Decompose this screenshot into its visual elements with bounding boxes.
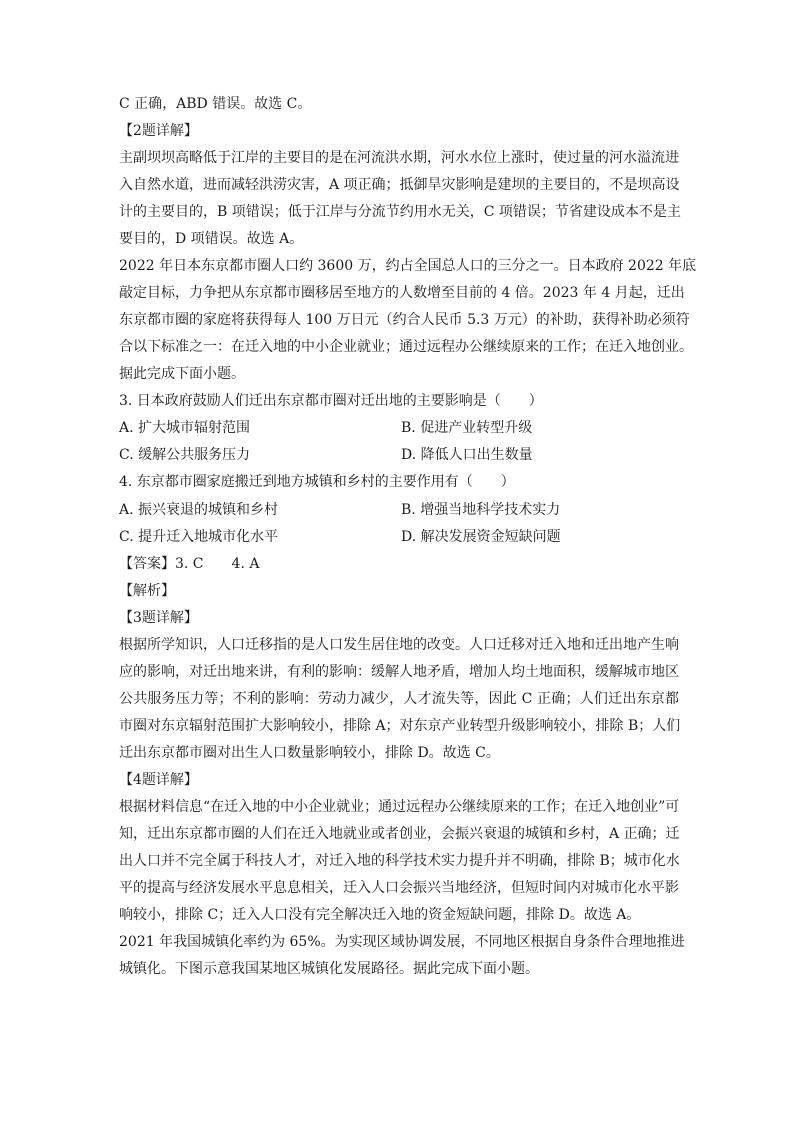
answer-label: 【答案】: [119, 556, 175, 572]
question-3-option-a: A. 扩大城市辐射范围: [119, 420, 251, 436]
text-line: 主副坝坝高略低于江岸的主要目的是在河流洪水期，河水水位上涨时，使过量的河水溢流进: [119, 150, 679, 166]
question-4-option-b: B. 增强当地科学技术实力: [401, 502, 561, 518]
text-line: 应的影响，对迁出地来讲，有利的影响：缓解人地矛盾，增加人均土地面积，缓解城市地区: [119, 664, 679, 680]
text-line: 敲定目标，力争把从东京都市圈移居至地方的人数增至目前的 4 倍。2023 年 4 月起，迁出: [119, 285, 685, 301]
question-4-option-a: A. 振兴衰退的城镇和乡村: [119, 502, 279, 518]
text-line: 迁出东京都市圈对出生人口数量影响较小，排除 D。故选 C。: [119, 745, 500, 761]
question-3-stem: 3. 日本政府鼓励人们迁出东京都市圈对迁出地的主要影响是（ ）: [119, 393, 543, 409]
analysis-heading: 【解析】: [119, 583, 175, 599]
text-line: 根据材料信息“在迁入地的中小企业就业；通过远程办公继续原来的工作；在迁入地创业”可: [119, 799, 680, 815]
text-line: 公共服务压力等；不利的影响：劳动力减少，人才流失等，因此 C 正确；人们迁出东京都: [119, 691, 679, 707]
text-line: 市圈对东京辐射范围扩大影响较小，排除 A；对东京产业转型升级影响较小，排除 B；人们: [119, 718, 681, 734]
text-line: 出人口并不完全属于科技人才，对迁入地的科学技术实力提升并不明确，排除 B；城市化水: [119, 853, 680, 869]
text-line: 据此完成下面小题。: [119, 366, 245, 382]
text-line: 合以下标准之一：在迁入地的中小企业就业；通过远程办公继续原来的工作；在迁入地创业。: [119, 339, 693, 355]
section-heading-q4-detail: 【4题详解】: [119, 772, 198, 788]
question-4-option-d: D. 解决发展资金短缺问题: [401, 529, 561, 545]
section-heading-q3-detail: 【3题详解】: [119, 610, 198, 626]
text-line: 响较小，排除 C；迁入人口没有完全解决迁入地的资金短缺问题，排除 D。故选 A。: [119, 907, 641, 923]
question-3-option-c: C. 缓解公共服务压力: [119, 447, 251, 463]
text-line: 入自然水道，进而减轻洪涝灾害，A 项正确；抵御旱灾影响是建坝的主要目的，不是坝高设: [119, 177, 680, 193]
text-line: C 正确，ABD 错误。故选 C。: [119, 96, 312, 112]
question-3-option-b: B. 促进产业转型升级: [401, 420, 533, 436]
text-line: 平的提高与经济发展水平息息相关，迁入人口会振兴当地经济，但短时间内对城市化水平影: [119, 880, 679, 896]
answer-line: [119, 554, 679, 574]
answer-3: 3. C: [175, 556, 204, 572]
text-line: 城镇化。下图示意我国某地区城镇化发展路径。据此完成下面小题。: [119, 961, 539, 977]
question-4-stem: 4. 东京都市圈家庭搬迁到地方城镇和乡村的主要作用有（ ）: [119, 474, 515, 490]
text-line: 根据所学知识，人口迁移指的是人口发生居住地的改变。人口迁移对迁入地和迁出地产生响: [119, 637, 679, 653]
section-heading-q2-detail: 【2题详解】: [119, 123, 198, 139]
answer-4: 4. A: [231, 556, 260, 572]
text-line: 2021 年我国城镇化率约为 65%。为实现区域协调发展，不同地区根据自身条件合理地推进: [119, 934, 685, 950]
text-line: 2022 年日本东京都市圈人口约 3600 万，约占全国总人口的三分之一。日本政府 2022 年底: [119, 258, 697, 274]
text-line: 要目的，D 项错误。故选 A。: [119, 231, 304, 247]
text-line: 知，迁出东京都市圈的人们在迁入地就业或者创业，会振兴衰退的城镇和乡村，A 正确；迁: [119, 826, 680, 842]
text-line: 东京都市圈的家庭将获得每人 100 万日元（约合人民币 5.3 万元）的补助，获得补助必须符: [119, 312, 690, 328]
question-3-option-d: D. 降低人口出生数量: [401, 447, 533, 463]
question-4-option-c: C. 提升迁入地城市化水平: [119, 529, 279, 545]
text-line: 计的主要目的，B 项错误；低于江岸与分流节约用水无关，C 项错误；节省建设成本不是主: [119, 204, 681, 220]
